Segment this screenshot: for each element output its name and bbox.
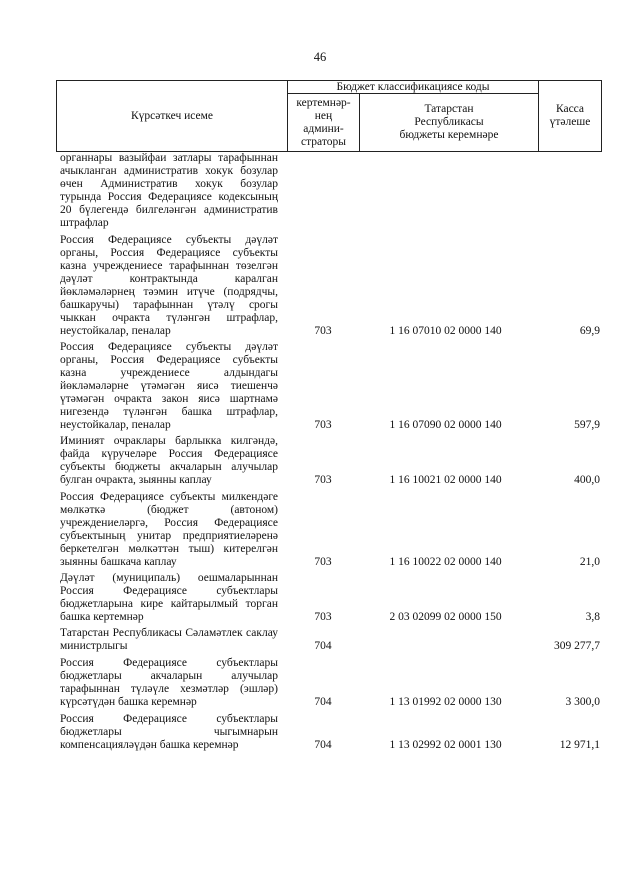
row-name: Россия Федерациясе субъекты дәүләт органы, Россия Федерациясе субъекты казна учреждениесе тарафыннан төзелгән дәүләт контрактында каралган йөкләмәләрнең тәэмин итүче (подрядчы, башкаручы) тарафыннан үтәлү срогы чыккан очракта түләнгән штрафлар, неустойкалар, пеналар — [60, 234, 278, 337]
header-admin-line: кертемнәр- — [296, 96, 351, 109]
row-admin: 703 — [314, 325, 332, 337]
header-admin-line: админи- — [303, 122, 344, 135]
row-name: Россия Федерациясе субъекты милкендәге мөлкәткә (бюджет (автоном) учреждениеләргә, Россия Федерациясе субъектының унитар предприятиеләренә беркетелгән мөлкәттән тыш) китерелгән зыянны башкача каплау — [60, 491, 278, 568]
row-code: 1 16 07010 02 0000 140 — [389, 325, 502, 337]
row-name: органнары вазыйфаи затлары тарафыннан ачыкланган административ хокук бозулар өчен Административ хокук бозулар турында Россия Федерациясе кодексының 20 бүлегендә билгеләнгән административ штрафлар — [60, 152, 278, 229]
row-amount: 309 277,7 — [554, 640, 600, 652]
row-name: Россия Федерациясе субъектлары бюджетлары акчаларын алучылар тарафыннан түләүле хезмәтләр (эшләр) күрсәтүдән башка керемнәр — [60, 657, 278, 708]
row-amount: 12 971,1 — [559, 739, 600, 751]
header-admin-line: страторы — [301, 135, 346, 148]
table-row — [60, 435, 600, 487]
row-admin: 704 — [314, 696, 332, 708]
header-republic-revenue — [360, 94, 539, 152]
row-admin: 704 — [314, 739, 332, 751]
row-admin: 703 — [314, 474, 332, 486]
header-revenue-line: бюджеты керемнәре — [399, 129, 499, 141]
row-code: 1 16 10021 02 0000 140 — [389, 474, 502, 486]
table-row — [60, 627, 600, 653]
row-code: 1 13 01992 02 0000 130 — [389, 696, 502, 708]
row-amount: 597,9 — [574, 419, 600, 431]
row-admin: 703 — [314, 556, 332, 568]
row-admin: 703 — [314, 419, 332, 431]
row-name: Дәүләт (муниципаль) оешмаларыннан Россия Федерациясе субъектлары бюджетларына кире кайтарылмый торган башка кертемнәр — [60, 572, 278, 623]
table-row — [60, 713, 600, 752]
table-row — [60, 572, 600, 624]
header-revenue-line: Республикасы — [414, 116, 484, 128]
row-name: Татарстан Республикасы Сәламәтлек саклау министрлыгы — [60, 627, 278, 652]
row-code: 1 16 10022 02 0000 140 — [389, 556, 502, 568]
row-code: 1 16 07090 02 0000 140 — [389, 419, 502, 431]
page-number: 46 — [313, 50, 327, 64]
row-amount: 21,0 — [579, 556, 600, 568]
header-cash-execution — [539, 81, 602, 152]
table-row — [60, 657, 600, 709]
table-row — [60, 152, 600, 230]
row-admin: 703 — [314, 611, 332, 623]
row-amount: 69,9 — [579, 325, 600, 337]
row-code: 1 13 02992 02 0001 130 — [389, 739, 502, 751]
row-admin: 704 — [314, 640, 332, 652]
row-name: Россия Федерациясе субъектлары бюджетлары чыгымнарын компенсацияләүдән башка керемнәр — [60, 713, 278, 751]
table-row — [60, 341, 600, 432]
table-row — [60, 234, 600, 338]
header-budget-classification-text: Бюджет классификациясе коды — [336, 80, 490, 93]
row-name: Россия Федерациясе субъекты дәүләт органы, Россия Федерациясе субъекты казна учреждениесе алдындагы йөкләмәләрне үтәмәгән яисә тиешенчә үтәмәгән очракта закон яисә шартнамә нигезендә түләнгән башка штрафлар, неустойкалар, пеналар — [60, 341, 278, 431]
header-indicator-name — [57, 81, 288, 152]
row-name: Иминият очраклары барлыкка килгәндә, файда күручеләре Россия Федерациясе субъекты бюджеты акчаларын алучылар булган очракта, зыянны каплау — [60, 435, 278, 486]
table-header — [56, 80, 602, 152]
table-row — [60, 491, 600, 569]
row-amount: 3 300,0 — [565, 696, 600, 708]
header-indicator-name-text: Күрсәткеч исеме — [130, 109, 214, 122]
table-body — [60, 152, 600, 752]
header-cash-line: Касса — [555, 103, 585, 115]
header-budget-classification — [288, 81, 539, 94]
row-amount: 400,0 — [574, 474, 600, 486]
header-admin — [288, 94, 360, 152]
row-amount: 3,8 — [585, 611, 600, 623]
row-code: 2 03 02099 02 0000 150 — [389, 611, 502, 623]
header-cash-line: үтәлеше — [549, 116, 591, 128]
header-admin-line: нең — [314, 109, 333, 122]
header-revenue-line: Татарстан — [424, 103, 474, 115]
